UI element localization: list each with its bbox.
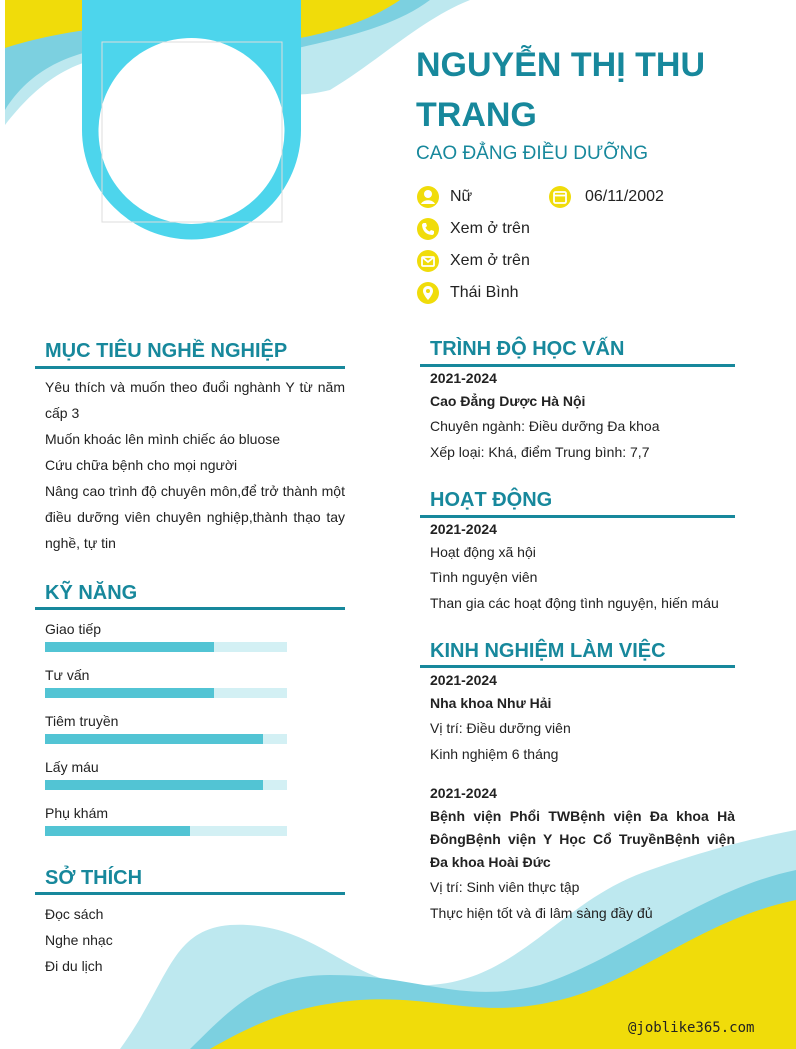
job-line: Thực hiện tốt và đi lâm sàng đầy đủ — [430, 905, 653, 921]
objective-line: Yêu thích và muốn theo đuổi nghành Y từ năm cấp 3 — [45, 379, 345, 421]
education-school: Cao Đẳng Dược Hà Nội — [430, 393, 586, 409]
activities-period: 2021-2024 — [430, 521, 497, 537]
job-line: Kinh nghiệm 6 tháng — [430, 746, 559, 762]
objective-heading: MỤC TIÊU NGHỀ NGHIỆP — [45, 340, 288, 362]
skill-bar — [45, 734, 287, 744]
objective-line: Cứu chữa bệnh cho mọi người — [45, 457, 238, 473]
email-value: Xem ở trên — [450, 252, 530, 269]
activity-line: Than gia các hoạt động tình nguyện, hiến máu — [430, 595, 719, 611]
activity-line: Hoạt động xã hội — [430, 544, 536, 560]
info-gender — [416, 185, 472, 209]
job-place: Bệnh viện Phổi TWBệnh viện Đa khoa Hà ĐôngBệnh viện Y Học Cổ TruyềnBệnh viện Đa khoa Hoài Đức — [430, 808, 735, 870]
info-address — [416, 281, 518, 305]
info-dob — [548, 185, 664, 209]
phone-icon — [416, 217, 440, 241]
address-value: Thái Bình — [450, 284, 519, 301]
profile-photo-frame — [82, 0, 301, 241]
skill-label: Tiêm truyền — [45, 713, 119, 729]
skill-bar — [45, 688, 287, 698]
skill-bar — [45, 780, 287, 790]
footer-watermark: @joblike365.com — [628, 1020, 755, 1036]
candidate-name: NGUYỄN THỊ THU TRANG — [416, 46, 705, 134]
experience-divider — [420, 665, 735, 668]
skill-label: Lấy máu — [45, 759, 99, 775]
objective-line: Muốn khoác lên mình chiếc áo bluose — [45, 431, 281, 447]
skills-heading: KỸ NĂNG — [45, 582, 138, 604]
skill-bar-fill — [45, 688, 214, 698]
job-line: Vị trí: Điều dưỡng viên — [430, 720, 571, 736]
gender-value: Nữ — [450, 188, 473, 205]
job-period: 2021-2024 — [430, 672, 497, 688]
skill-bar-fill — [45, 826, 190, 836]
candidate-title: CAO ĐẲNG ĐIỀU DƯỠNG — [416, 143, 649, 164]
activities-heading: HOẠT ĐỘNG — [430, 489, 553, 511]
activity-line: Tình nguyện viên — [430, 569, 538, 585]
info-phone — [416, 217, 530, 241]
hobby-item: Đi du lịch — [45, 958, 103, 974]
job-place: Nha khoa Như Hải — [430, 695, 552, 711]
job-period: 2021-2024 — [430, 785, 497, 801]
skill-label: Phụ khám — [45, 805, 109, 821]
skill-bar — [45, 642, 287, 652]
hobby-item: Nghe nhạc — [45, 932, 113, 948]
education-period: 2021-2024 — [430, 370, 497, 386]
education-major: Chuyên ngành: Điều dưỡng Đa khoa — [430, 418, 660, 434]
user-icon — [416, 185, 440, 209]
job-line: Vị trí: Sinh viên thực tập — [430, 879, 580, 895]
education-grade: Xếp loại: Khá, điểm Trung bình: 7,7 — [430, 444, 650, 460]
skill-label: Giao tiếp — [45, 621, 102, 637]
dob-value: 06/11/2002 — [585, 188, 664, 205]
info-email — [416, 249, 530, 273]
skills-divider — [35, 607, 345, 610]
education-heading: TRÌNH ĐỘ HỌC VẤN — [430, 338, 625, 360]
skill-label: Tư vấn — [45, 667, 90, 683]
skill-bar — [45, 826, 287, 836]
calendar-icon — [548, 185, 572, 209]
location-pin-icon — [416, 281, 440, 305]
objective-divider — [35, 366, 345, 369]
skill-bar-fill — [45, 642, 214, 652]
phone-value: Xem ở trên — [450, 220, 530, 237]
email-icon — [416, 249, 440, 273]
skill-bar-fill — [45, 734, 263, 744]
hobby-item: Đọc sách — [45, 906, 104, 922]
objective-line: Nâng cao trình độ chuyên môn,để trở thành một điều dưỡng viên chuyên nghiệp,thành thạo tay nghề, tự tin — [45, 483, 345, 551]
skill-bar-fill — [45, 780, 263, 790]
hobbies-heading: SỞ THÍCH — [45, 867, 143, 889]
hobbies-divider — [35, 892, 345, 895]
experience-heading: KINH NGHIỆM LÀM VIỆC — [430, 640, 666, 662]
